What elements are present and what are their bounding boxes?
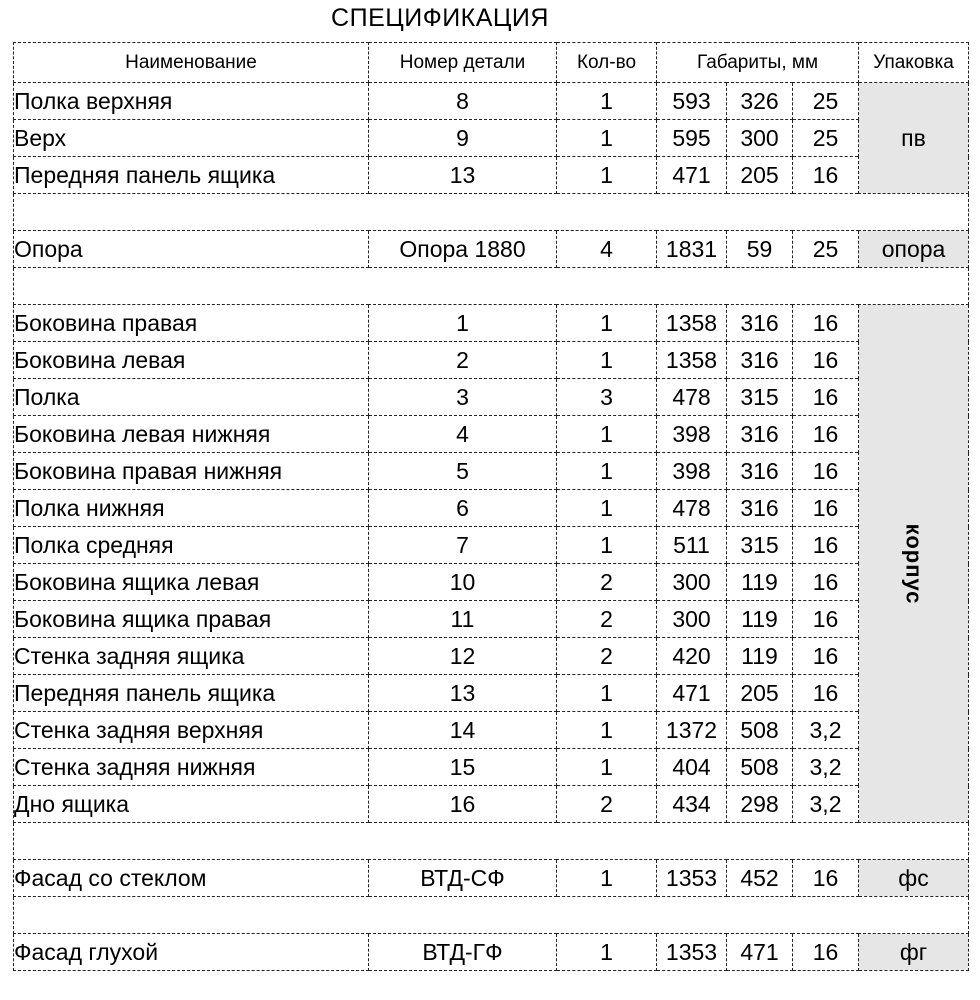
cell-part-number: 4 bbox=[369, 416, 557, 453]
cell-part-number: 7 bbox=[369, 527, 557, 564]
cell-part-number: 12 bbox=[369, 638, 557, 675]
cell-name: Стенка задняя нижняя bbox=[14, 749, 369, 786]
table-row bbox=[14, 231, 969, 268]
packaging-label: опора bbox=[881, 235, 946, 262]
cell-dimension-1: 434 bbox=[657, 786, 727, 823]
page-title: СПЕЦИФИКАЦИЯ bbox=[331, 4, 549, 32]
cell-dimension-1: 420 bbox=[657, 638, 727, 675]
cell-dimension-3: 16 bbox=[793, 601, 859, 638]
cell-part-number: 13 bbox=[369, 675, 557, 712]
packaging-label: фс bbox=[898, 864, 929, 891]
cell-dimension-3: 3,2 bbox=[793, 712, 859, 749]
table-row bbox=[14, 120, 969, 157]
separator-row bbox=[14, 823, 969, 860]
separator-row bbox=[14, 268, 969, 305]
cell-part-number: ВТД-ГФ bbox=[369, 934, 557, 971]
cell-quantity: 1 bbox=[557, 675, 657, 712]
cell-quantity: 1 bbox=[557, 712, 657, 749]
cell-quantity: 1 bbox=[557, 453, 657, 490]
cell-name: Полка верхняя bbox=[14, 83, 369, 120]
cell-dimension-1: 1358 bbox=[657, 305, 727, 342]
cell-name: Фасад со стеклом bbox=[14, 860, 369, 897]
table-row bbox=[14, 749, 969, 786]
cell-dimension-3: 25 bbox=[793, 83, 859, 120]
table-row bbox=[14, 601, 969, 638]
header-part-number: Номер детали bbox=[369, 43, 557, 83]
cell-dimension-2: 205 bbox=[727, 157, 793, 194]
cell-name: Боковина ящика правая bbox=[14, 601, 369, 638]
separator-row bbox=[14, 194, 969, 231]
cell-quantity: 1 bbox=[557, 83, 657, 120]
packaging-cell bbox=[859, 934, 969, 971]
packaging-cell bbox=[859, 231, 969, 268]
cell-quantity: 1 bbox=[557, 416, 657, 453]
cell-dimension-2: 316 bbox=[727, 416, 793, 453]
cell-dimension-2: 298 bbox=[727, 786, 793, 823]
cell-dimension-1: 300 bbox=[657, 601, 727, 638]
cell-dimension-3: 16 bbox=[793, 527, 859, 564]
table-row bbox=[14, 564, 969, 601]
cell-dimension-1: 404 bbox=[657, 749, 727, 786]
packaging-cell bbox=[859, 83, 969, 194]
cell-quantity: 2 bbox=[557, 786, 657, 823]
cell-dimension-1: 1358 bbox=[657, 342, 727, 379]
cell-part-number: 16 bbox=[369, 786, 557, 823]
cell-name: Полка bbox=[14, 379, 369, 416]
cell-part-number: 11 bbox=[369, 601, 557, 638]
cell-dimension-1: 511 bbox=[657, 527, 727, 564]
table-row bbox=[14, 305, 969, 342]
cell-dimension-2: 452 bbox=[727, 860, 793, 897]
cell-part-number: 13 bbox=[369, 157, 557, 194]
table-row bbox=[14, 157, 969, 194]
table-body bbox=[14, 83, 969, 971]
cell-dimension-1: 593 bbox=[657, 83, 727, 120]
cell-dimension-3: 16 bbox=[793, 342, 859, 379]
cell-part-number: ВТД-СФ bbox=[369, 860, 557, 897]
cell-quantity: 1 bbox=[557, 305, 657, 342]
header-row bbox=[14, 43, 969, 83]
cell-part-number: 2 bbox=[369, 342, 557, 379]
cell-quantity: 2 bbox=[557, 564, 657, 601]
cell-name: Боковина ящика левая bbox=[14, 564, 369, 601]
packaging-label: пв bbox=[901, 124, 926, 151]
cell-dimension-2: 119 bbox=[727, 638, 793, 675]
separator-cell bbox=[14, 194, 969, 231]
table-row bbox=[14, 638, 969, 675]
cell-dimension-2: 508 bbox=[727, 749, 793, 786]
cell-part-number: 14 bbox=[369, 712, 557, 749]
cell-name: Передняя панель ящика bbox=[14, 157, 369, 194]
cell-quantity: 2 bbox=[557, 601, 657, 638]
cell-name: Передняя панель ящика bbox=[14, 675, 369, 712]
packaging-cell bbox=[859, 305, 969, 823]
separator-row bbox=[14, 897, 969, 934]
separator-cell bbox=[14, 897, 969, 934]
cell-dimension-1: 1353 bbox=[657, 860, 727, 897]
cell-name: Полка средняя bbox=[14, 527, 369, 564]
cell-dimension-2: 119 bbox=[727, 601, 793, 638]
packaging-label: фг bbox=[899, 938, 928, 965]
table-row bbox=[14, 416, 969, 453]
cell-dimension-2: 119 bbox=[727, 564, 793, 601]
cell-quantity: 4 bbox=[557, 231, 657, 268]
cell-dimension-2: 316 bbox=[727, 342, 793, 379]
cell-dimension-2: 471 bbox=[727, 934, 793, 971]
cell-dimension-2: 205 bbox=[727, 675, 793, 712]
cell-dimension-3: 16 bbox=[793, 416, 859, 453]
cell-dimension-3: 16 bbox=[793, 305, 859, 342]
cell-quantity: 1 bbox=[557, 120, 657, 157]
cell-dimension-2: 508 bbox=[727, 712, 793, 749]
cell-dimension-1: 1353 bbox=[657, 934, 727, 971]
header-packaging: Упаковка bbox=[859, 43, 969, 83]
table-row bbox=[14, 490, 969, 527]
table-row bbox=[14, 83, 969, 120]
cell-part-number: 5 bbox=[369, 453, 557, 490]
cell-dimension-1: 471 bbox=[657, 675, 727, 712]
cell-part-number: 3 bbox=[369, 379, 557, 416]
cell-name: Боковина правая bbox=[14, 305, 369, 342]
cell-dimension-3: 16 bbox=[793, 157, 859, 194]
cell-dimension-3: 16 bbox=[793, 675, 859, 712]
cell-name: Полка нижняя bbox=[14, 490, 369, 527]
separator-cell bbox=[14, 268, 969, 305]
cell-quantity: 1 bbox=[557, 490, 657, 527]
cell-name: Опора bbox=[14, 231, 369, 268]
cell-part-number: 8 bbox=[369, 83, 557, 120]
cell-quantity: 1 bbox=[557, 342, 657, 379]
cell-dimension-1: 471 bbox=[657, 157, 727, 194]
cell-quantity: 2 bbox=[557, 638, 657, 675]
cell-dimension-2: 316 bbox=[727, 490, 793, 527]
cell-quantity: 1 bbox=[557, 860, 657, 897]
table-row bbox=[14, 527, 969, 564]
cell-dimension-3: 16 bbox=[793, 934, 859, 971]
table-row bbox=[14, 379, 969, 416]
packaging-cell bbox=[859, 860, 969, 897]
cell-dimension-3: 3,2 bbox=[793, 786, 859, 823]
cell-name: Верх bbox=[14, 120, 369, 157]
cell-dimension-2: 59 bbox=[727, 231, 793, 268]
cell-part-number: Опора 1880 bbox=[369, 231, 557, 268]
cell-dimension-1: 478 bbox=[657, 379, 727, 416]
header-name: Наименование bbox=[14, 43, 369, 83]
header-dimensions: Габариты, мм bbox=[657, 43, 859, 83]
cell-dimension-3: 25 bbox=[793, 120, 859, 157]
cell-dimension-3: 16 bbox=[793, 379, 859, 416]
table-row bbox=[14, 453, 969, 490]
cell-dimension-3: 16 bbox=[793, 638, 859, 675]
cell-dimension-2: 315 bbox=[727, 379, 793, 416]
cell-dimension-1: 300 bbox=[657, 564, 727, 601]
cell-dimension-3: 16 bbox=[793, 453, 859, 490]
table-row bbox=[14, 675, 969, 712]
cell-dimension-2: 326 bbox=[727, 83, 793, 120]
cell-part-number: 15 bbox=[369, 749, 557, 786]
cell-name: Боковина левая нижняя bbox=[14, 416, 369, 453]
cell-dimension-3: 16 bbox=[793, 564, 859, 601]
separator-cell bbox=[14, 823, 969, 860]
table-row bbox=[14, 860, 969, 897]
cell-dimension-2: 316 bbox=[727, 305, 793, 342]
packaging-label: корпус bbox=[901, 523, 927, 605]
cell-name: Стенка задняя верхняя bbox=[14, 712, 369, 749]
cell-dimension-1: 398 bbox=[657, 416, 727, 453]
cell-part-number: 9 bbox=[369, 120, 557, 157]
cell-dimension-2: 316 bbox=[727, 453, 793, 490]
cell-dimension-3: 3,2 bbox=[793, 749, 859, 786]
table-row bbox=[14, 342, 969, 379]
cell-quantity: 1 bbox=[557, 934, 657, 971]
cell-quantity: 3 bbox=[557, 379, 657, 416]
cell-dimension-2: 300 bbox=[727, 120, 793, 157]
cell-dimension-1: 1831 bbox=[657, 231, 727, 268]
cell-dimension-1: 398 bbox=[657, 453, 727, 490]
cell-name: Дно ящика bbox=[14, 786, 369, 823]
table-row bbox=[14, 786, 969, 823]
cell-dimension-1: 478 bbox=[657, 490, 727, 527]
cell-quantity: 1 bbox=[557, 749, 657, 786]
table-row bbox=[14, 934, 969, 971]
cell-dimension-1: 595 bbox=[657, 120, 727, 157]
cell-dimension-2: 315 bbox=[727, 527, 793, 564]
table-row bbox=[14, 712, 969, 749]
cell-name: Боковина левая bbox=[14, 342, 369, 379]
cell-quantity: 1 bbox=[557, 527, 657, 564]
cell-name: Стенка задняя ящика bbox=[14, 638, 369, 675]
specification-table bbox=[13, 42, 969, 971]
cell-dimension-3: 16 bbox=[793, 860, 859, 897]
cell-name: Фасад глухой bbox=[14, 934, 369, 971]
cell-part-number: 10 bbox=[369, 564, 557, 601]
header-quantity: Кол-во bbox=[557, 43, 657, 83]
cell-part-number: 6 bbox=[369, 490, 557, 527]
cell-dimension-3: 25 bbox=[793, 231, 859, 268]
cell-dimension-3: 16 bbox=[793, 490, 859, 527]
cell-quantity: 1 bbox=[557, 157, 657, 194]
cell-name: Боковина правая нижняя bbox=[14, 453, 369, 490]
cell-dimension-1: 1372 bbox=[657, 712, 727, 749]
cell-part-number: 1 bbox=[369, 305, 557, 342]
